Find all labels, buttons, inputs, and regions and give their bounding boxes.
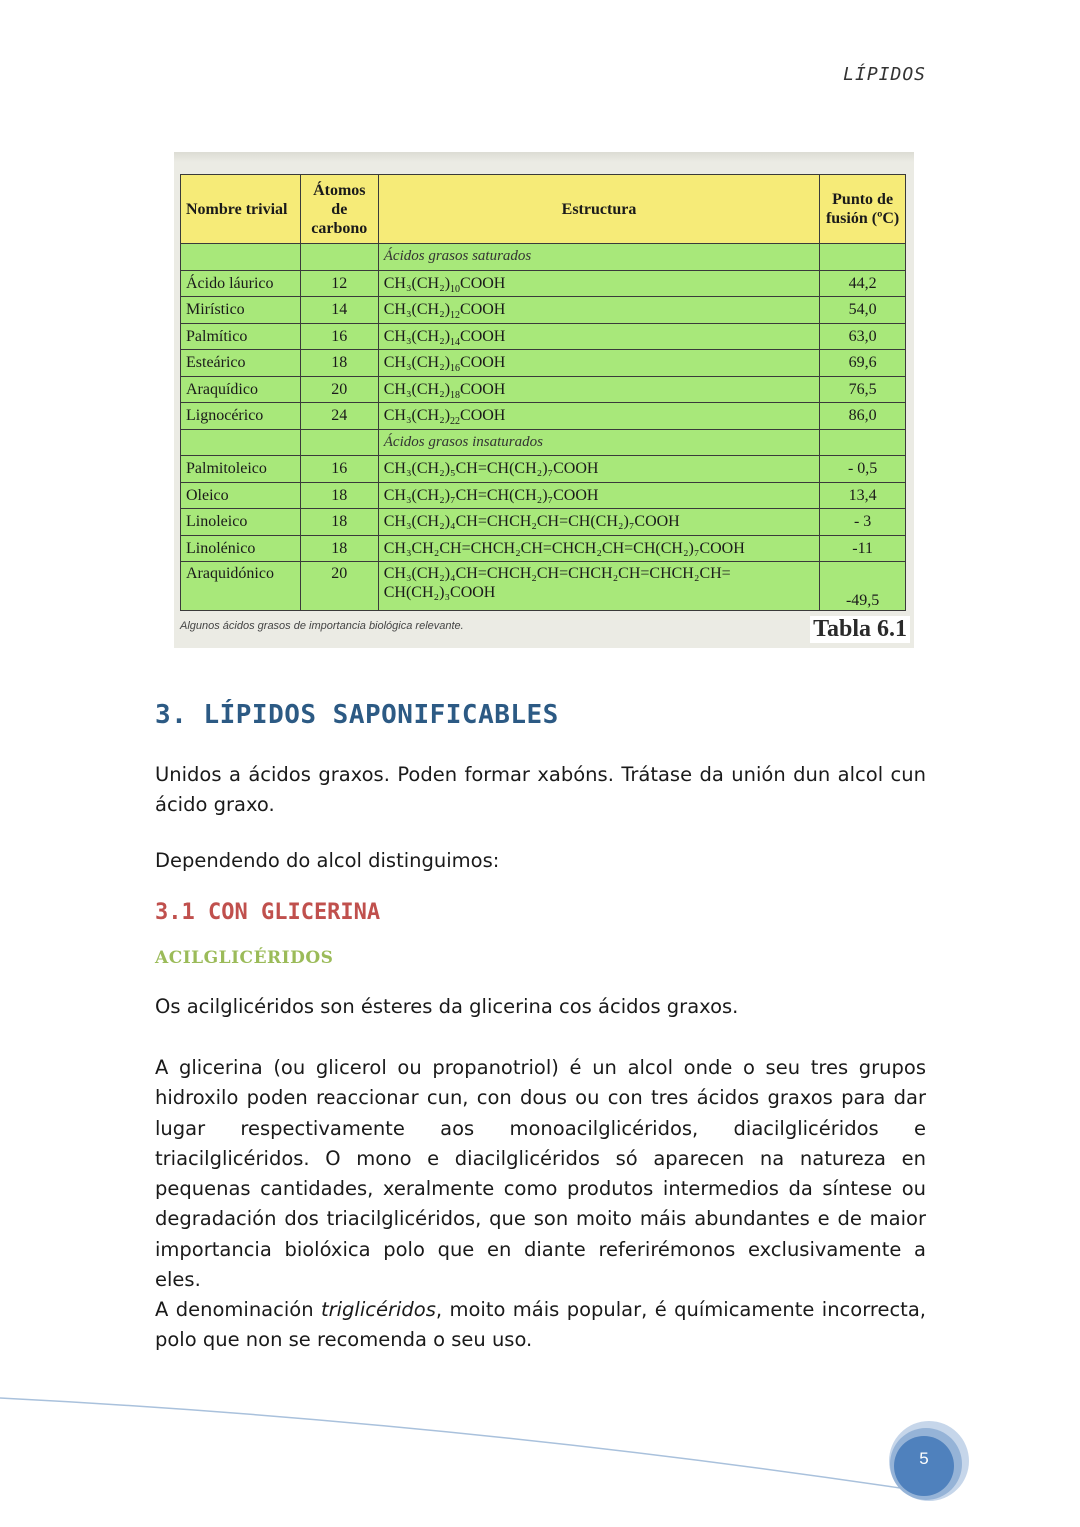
subsubsection-title: ACILGLICÉRIDOS xyxy=(155,948,334,968)
carbon-count: 18 xyxy=(300,535,378,562)
melting-point: 63,0 xyxy=(820,323,906,350)
acid-name: Palmítico xyxy=(181,323,301,350)
table-row xyxy=(181,403,906,430)
table-row xyxy=(181,350,906,377)
table-row xyxy=(181,535,906,562)
melting-point: -11 xyxy=(820,535,906,562)
col-header-carbons: Átomos de carbono xyxy=(300,175,378,244)
structure-formula: CH₃(CH₂)₄CH=CHCH₂CH=CHCH₂CH=CHCH₂CH= CH(CH₂)₃COOH xyxy=(378,562,819,611)
acid-name: Palmitoleico xyxy=(181,456,301,483)
table-label: Tabla 6.1 xyxy=(810,616,910,643)
acid-name: Ácido láurico xyxy=(181,270,301,297)
structure-formula: CH₃(CH₂)₇CH=CH(CH₂)₇COOH xyxy=(378,482,819,509)
structure-formula: $CH_3(CH_2)_{14}COOH$ xyxy=(378,323,819,350)
melting-point: 54,0 xyxy=(820,297,906,324)
acid-name: Mirístico xyxy=(181,297,301,324)
page-number: 5 xyxy=(919,1449,929,1468)
structure-formula: CH₃(CH₂)₄CH=CHCH₂CH=CH(CH₂)₇COOH xyxy=(378,509,819,536)
section-title: 3. LÍPIDOS SAPONIFICABLES xyxy=(155,700,559,730)
subsection-title: 3.1 CON GLICERINA xyxy=(155,900,381,925)
carbon-count: 24 xyxy=(300,403,378,430)
table-caption: Algunos ácidos grasos de importancia biológica relevante. xyxy=(180,620,464,632)
carbon-count: 18 xyxy=(300,509,378,536)
section-label: Ácidos grasos saturados xyxy=(378,244,819,271)
melting-point: - 0,5 xyxy=(820,456,906,483)
table-row xyxy=(181,297,906,324)
carbon-count: 12 xyxy=(300,270,378,297)
table-row xyxy=(181,270,906,297)
carbon-count: 18 xyxy=(300,350,378,377)
acid-name: Linolénico xyxy=(181,535,301,562)
carbon-count: 20 xyxy=(300,562,378,611)
acid-name: Araquídico xyxy=(181,376,301,403)
acid-name: Linoleico xyxy=(181,509,301,536)
structure-formula: $CH_3(CH_2)_{10}COOH$ xyxy=(378,270,819,297)
melting-point: 13,4 xyxy=(820,482,906,509)
table-row xyxy=(181,562,906,611)
intro-paragraph: Unidos a ácidos graxos. Poden formar xabóns. Trátase da unión dun alcol cun ácido graxo. xyxy=(155,763,926,817)
emphasis-term: triglicéridos xyxy=(320,1298,436,1321)
melting-point: 86,0 xyxy=(820,403,906,430)
table-row xyxy=(181,323,906,350)
acid-name: Lignocérico xyxy=(181,403,301,430)
structure-formula: $CH_3(CH_2)_{16}COOH$ xyxy=(378,350,819,377)
scan-edge xyxy=(174,152,914,162)
carbon-count: 18 xyxy=(300,482,378,509)
melting-point: 76,5 xyxy=(820,376,906,403)
melting-point: - 3 xyxy=(820,509,906,536)
acid-name: Araquidónico xyxy=(181,562,301,611)
structure-formula: $CH_3(CH_2)_{22}COOH$ xyxy=(378,403,819,430)
col-header-melting-point: Punto de fusión (ºC) xyxy=(820,175,906,244)
table-row xyxy=(181,376,906,403)
section-row-saturated xyxy=(181,244,906,271)
acid-name: Oleico xyxy=(181,482,301,509)
section-row-unsaturated xyxy=(181,429,906,456)
table-row xyxy=(181,456,906,483)
running-header: LÍPIDOS xyxy=(843,64,926,85)
structure-formula: CH₃CH₂CH=CHCH₂CH=CHCH₂CH=CH(CH₂)₇COOH xyxy=(378,535,819,562)
carbon-count: 14 xyxy=(300,297,378,324)
melting-point: -49,5 xyxy=(820,562,906,611)
table-row xyxy=(181,509,906,536)
structure-formula: $CH_3(CH_2)_{12}COOH$ xyxy=(378,297,819,324)
body-paragraph: A glicerina (ou glicerol ou propanotriol) é un alcol onde o seu tres grupos hidroxilo poden reaccionar cun, con dous ou con tres ácidos graxos para dar lugar respectivamente aos monoacilglicéridos, diacilglicéridos e triacilglicéridos. O mono e diacilglicéridos só aparecen na natureza en pequenas cantidades, xeralmente como produtos intermedios da síntese ou degradación dos triacilglicéridos, que son moito máis abundantes e de maior importancia biolóxica polo que en diante referirémonos exclusivamente a eles. xyxy=(155,1056,926,1292)
body-paragraph: A denominación triglicéridos, moito máis popular, é químicamente incorrecta, polo que non se recomenda o seu uso. xyxy=(155,1298,926,1352)
melting-point: 44,2 xyxy=(820,270,906,297)
table-row xyxy=(181,482,906,509)
depending-paragraph: Dependendo do alcol distinguimos: xyxy=(155,849,500,872)
melting-point: 69,6 xyxy=(820,350,906,377)
structure-formula: $CH_3(CH_2)_{18}COOH$ xyxy=(378,376,819,403)
structure-formula: CH₃(CH₂)₅CH=CH(CH₂)₇COOH xyxy=(378,456,819,483)
carbon-count: 20 xyxy=(300,376,378,403)
fatty-acids-table xyxy=(180,174,906,611)
carbon-count: 16 xyxy=(300,456,378,483)
acid-name: Esteárico xyxy=(181,350,301,377)
fatty-acids-table-figure xyxy=(174,152,914,648)
col-header-structure: Estructura xyxy=(378,175,819,244)
body-paragraph: Os acilglicéridos son ésteres da glicerina cos ácidos graxos. xyxy=(155,995,739,1018)
carbon-count: 16 xyxy=(300,323,378,350)
col-header-name: Nombre trivial xyxy=(181,175,301,244)
section-label: Ácidos grasos insaturados xyxy=(378,429,819,456)
